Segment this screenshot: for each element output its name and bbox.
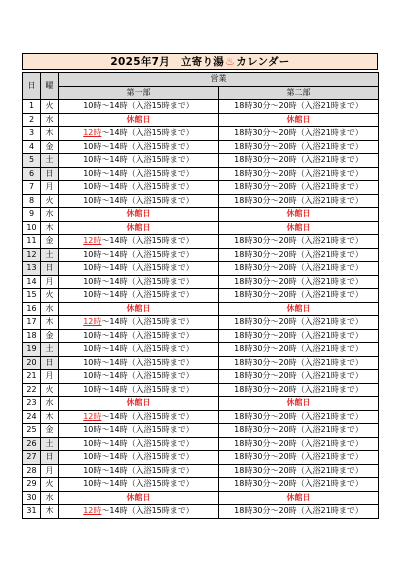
day-cell: 8: [23, 194, 41, 208]
part2-cell: 18時30分～20時（入浴21時まで）: [219, 167, 379, 181]
part1-hours: 10時～14時（入浴15時まで）: [83, 465, 194, 475]
table-row: [23, 154, 379, 168]
part1-cell: [59, 464, 219, 478]
part2-cell: 休館日: [219, 208, 379, 222]
weekday-cell: 火: [41, 478, 59, 492]
weekday-cell: 土: [41, 343, 59, 357]
table-row: [23, 221, 379, 235]
part2-cell: 18時30分～20時（入浴21時まで）: [219, 410, 379, 424]
weekday-cell: 木: [41, 221, 59, 235]
weekday-cell: 日: [41, 356, 59, 370]
part2-cell: 休館日: [219, 491, 379, 505]
day-cell: 19: [23, 343, 41, 357]
part1-hours: 10時～14時（入浴15時まで）: [83, 371, 194, 381]
day-cell: 3: [23, 127, 41, 141]
part1-cell: [59, 289, 219, 303]
day-cell: 12: [23, 248, 41, 262]
special-start-time: 12時: [83, 128, 102, 138]
part2-cell: 休館日: [219, 221, 379, 235]
part1-hours: ～14時（入浴15時まで）: [101, 506, 194, 516]
day-cell: 26: [23, 437, 41, 451]
header-part1: 第一部: [59, 86, 219, 100]
weekday-cell: 金: [41, 140, 59, 154]
day-cell: 14: [23, 275, 41, 289]
part1-hours: 10時～14時（入浴15時まで）: [83, 263, 194, 273]
part1-cell: [59, 194, 219, 208]
part1-hours: 10時～14時（入浴15時まで）: [83, 195, 194, 205]
part1-cell: [59, 356, 219, 370]
part1-cell: [59, 491, 219, 505]
table-row: [23, 127, 379, 141]
table-row: [23, 140, 379, 154]
day-cell: 4: [23, 140, 41, 154]
part1-cell: [59, 167, 219, 181]
table-row: [23, 464, 379, 478]
special-start-time: 12時: [83, 317, 102, 327]
part2-cell: 18時30分～20時（入浴21時まで）: [219, 370, 379, 384]
part1-hours: 10時～14時（入浴15時まで）: [83, 168, 194, 178]
part1-cell: [59, 275, 219, 289]
table-row: [23, 410, 379, 424]
header-business: 営業: [59, 73, 379, 87]
table-row: [23, 478, 379, 492]
part1-hours: 休館日: [126, 492, 151, 502]
table-row: [23, 437, 379, 451]
part1-cell: [59, 208, 219, 222]
table-row: [23, 316, 379, 330]
part2-cell: 18時30分～20時（入浴21時まで）: [219, 505, 379, 519]
part1-hours: 休館日: [126, 398, 151, 408]
part2-cell: 18時30分～20時（入浴21時まで）: [219, 437, 379, 451]
day-cell: 6: [23, 167, 41, 181]
part1-cell: [59, 113, 219, 127]
weekday-cell: 日: [41, 451, 59, 465]
weekday-cell: 月: [41, 370, 59, 384]
part1-cell: [59, 248, 219, 262]
part1-cell: [59, 302, 219, 316]
part2-cell: 18時30分～20時（入浴21時まで）: [219, 181, 379, 195]
table-row: [23, 208, 379, 222]
part2-cell: 18時30分～20時（入浴21時まで）: [219, 275, 379, 289]
part2-cell: 18時30分～20時（入浴21時まで）: [219, 383, 379, 397]
part1-hours: 10時～14時（入浴15時まで）: [83, 182, 194, 192]
weekday-cell: 土: [41, 437, 59, 451]
day-cell: 18: [23, 329, 41, 343]
weekday-cell: 金: [41, 235, 59, 249]
weekday-cell: 火: [41, 383, 59, 397]
part2-cell: 18時30分～20時（入浴21時まで）: [219, 343, 379, 357]
table-row: [23, 356, 379, 370]
weekday-cell: 水: [41, 113, 59, 127]
weekday-cell: 金: [41, 424, 59, 438]
special-start-time: 12時: [83, 411, 102, 421]
day-cell: 16: [23, 302, 41, 316]
table-row: [23, 181, 379, 195]
part2-cell: 18時30分～20時（入浴21時まで）: [219, 451, 379, 465]
part2-cell: 18時30分～20時（入浴21時まで）: [219, 289, 379, 303]
part1-cell: [59, 397, 219, 411]
part1-cell: [59, 424, 219, 438]
part1-hours: ～14時（入浴15時まで）: [101, 411, 194, 421]
weekday-cell: 水: [41, 302, 59, 316]
part1-cell: [59, 127, 219, 141]
part2-cell: 18時30分～20時（入浴21時まで）: [219, 100, 379, 114]
weekday-cell: 木: [41, 316, 59, 330]
part1-hours: 休館日: [126, 209, 151, 219]
part1-hours: 10時～14時（入浴15時まで）: [83, 276, 194, 286]
part2-cell: 18時30分～20時（入浴21時まで）: [219, 356, 379, 370]
part1-hours: 10時～14時（入浴15時まで）: [83, 290, 194, 300]
part2-cell: 18時30分～20時（入浴21時まで）: [219, 127, 379, 141]
day-cell: 23: [23, 397, 41, 411]
part1-hours: 10時～14時（入浴15時まで）: [83, 425, 194, 435]
table-row: [23, 275, 379, 289]
weekday-cell: 火: [41, 194, 59, 208]
part1-hours: 休館日: [126, 114, 151, 124]
table-row: [23, 451, 379, 465]
weekday-cell: 日: [41, 262, 59, 276]
title-text: 2025年7月 立寄り湯: [110, 56, 225, 68]
part1-cell: [59, 100, 219, 114]
day-cell: 30: [23, 491, 41, 505]
table-row: [23, 505, 379, 519]
day-cell: 9: [23, 208, 41, 222]
part2-cell: 休館日: [219, 397, 379, 411]
table-row: [23, 343, 379, 357]
day-cell: 7: [23, 181, 41, 195]
part1-hours: 10時～14時（入浴15時まで）: [83, 330, 194, 340]
part1-hours: ～14時（入浴15時まで）: [101, 236, 194, 246]
part1-cell: [59, 451, 219, 465]
part1-hours: 10時～14時（入浴15時まで）: [83, 357, 194, 367]
part2-cell: 18時30分～20時（入浴21時まで）: [219, 316, 379, 330]
header-weekday: 曜: [41, 73, 59, 100]
weekday-cell: 木: [41, 410, 59, 424]
weekday-cell: 木: [41, 505, 59, 519]
part1-hours: 10時～14時（入浴15時まで）: [83, 384, 194, 394]
part1-hours: 10時～14時（入浴15時まで）: [83, 438, 194, 448]
day-cell: 25: [23, 424, 41, 438]
weekday-cell: 土: [41, 154, 59, 168]
day-cell: 10: [23, 221, 41, 235]
part2-cell: 18時30分～20時（入浴21時まで）: [219, 262, 379, 276]
part2-cell: 18時30分～20時（入浴21時まで）: [219, 478, 379, 492]
weekday-cell: 水: [41, 491, 59, 505]
part2-cell: 18時30分～20時（入浴21時まで）: [219, 194, 379, 208]
day-cell: 24: [23, 410, 41, 424]
table-row: [23, 248, 379, 262]
part1-hours: 10時～14時（入浴15時まで）: [83, 249, 194, 259]
part1-hours: 10時～14時（入浴15時まで）: [83, 452, 194, 462]
weekday-cell: 水: [41, 397, 59, 411]
day-cell: 17: [23, 316, 41, 330]
schedule-body: [23, 100, 379, 519]
day-cell: 5: [23, 154, 41, 168]
special-start-time: 12時: [83, 236, 102, 246]
weekday-cell: 土: [41, 248, 59, 262]
part1-cell: [59, 410, 219, 424]
day-cell: 28: [23, 464, 41, 478]
part1-cell: [59, 478, 219, 492]
part1-cell: [59, 221, 219, 235]
hot-spring-icon: ♨: [225, 55, 236, 68]
day-cell: 21: [23, 370, 41, 384]
part1-hours: 休館日: [126, 303, 151, 313]
part1-cell: [59, 235, 219, 249]
part1-cell: [59, 383, 219, 397]
day-cell: 22: [23, 383, 41, 397]
part1-cell: [59, 316, 219, 330]
weekday-cell: 水: [41, 208, 59, 222]
part1-cell: [59, 505, 219, 519]
day-cell: 2: [23, 113, 41, 127]
day-cell: 15: [23, 289, 41, 303]
part1-hours: 休館日: [126, 222, 151, 232]
day-cell: 31: [23, 505, 41, 519]
part2-cell: 18時30分～20時（入浴21時まで）: [219, 154, 379, 168]
header-part2: 第二部: [219, 86, 379, 100]
table-row: [23, 262, 379, 276]
part1-hours: 10時～14時（入浴15時まで）: [83, 101, 194, 111]
weekday-cell: 金: [41, 329, 59, 343]
part1-cell: [59, 329, 219, 343]
table-row: [23, 329, 379, 343]
part2-cell: 休館日: [219, 113, 379, 127]
day-cell: 1: [23, 100, 41, 114]
header-day: 日: [23, 73, 41, 100]
part1-cell: [59, 343, 219, 357]
day-cell: 29: [23, 478, 41, 492]
table-row: [23, 491, 379, 505]
special-start-time: 12時: [83, 506, 102, 516]
day-cell: 11: [23, 235, 41, 249]
weekday-cell: 木: [41, 127, 59, 141]
part2-cell: 18時30分～20時（入浴21時まで）: [219, 424, 379, 438]
part1-cell: [59, 437, 219, 451]
table-row: [23, 370, 379, 384]
table-row: [23, 302, 379, 316]
weekday-cell: 日: [41, 167, 59, 181]
part1-cell: [59, 181, 219, 195]
part1-hours: 10時～14時（入浴15時まで）: [83, 141, 194, 151]
part1-cell: [59, 154, 219, 168]
part2-cell: 18時30分～20時（入浴21時まで）: [219, 329, 379, 343]
weekday-cell: 月: [41, 464, 59, 478]
table-row: [23, 113, 379, 127]
part1-cell: [59, 370, 219, 384]
part1-cell: [59, 140, 219, 154]
weekday-cell: 火: [41, 100, 59, 114]
schedule-table: [22, 72, 379, 519]
part1-cell: [59, 262, 219, 276]
table-row: [23, 167, 379, 181]
part1-hours: 10時～14時（入浴15時まで）: [83, 155, 194, 165]
part1-hours: 10時～14時（入浴15時まで）: [83, 344, 194, 354]
part2-cell: 18時30分～20時（入浴21時まで）: [219, 140, 379, 154]
table-row: [23, 424, 379, 438]
part2-cell: 休館日: [219, 302, 379, 316]
table-row: [23, 397, 379, 411]
calendar-title: [22, 53, 378, 70]
weekday-cell: 火: [41, 289, 59, 303]
part2-cell: 18時30分～20時（入浴21時まで）: [219, 464, 379, 478]
title-suffix: カレンダー: [236, 56, 290, 68]
day-cell: 13: [23, 262, 41, 276]
weekday-cell: 月: [41, 181, 59, 195]
part1-hours: 10時～14時（入浴15時まで）: [83, 479, 194, 489]
table-row: [23, 383, 379, 397]
table-row: [23, 289, 379, 303]
table-row: [23, 235, 379, 249]
table-row: [23, 100, 379, 114]
table-row: [23, 194, 379, 208]
part2-cell: 18時30分～20時（入浴21時まで）: [219, 248, 379, 262]
day-cell: 20: [23, 356, 41, 370]
day-cell: 27: [23, 451, 41, 465]
weekday-cell: 月: [41, 275, 59, 289]
part2-cell: 18時30分～20時（入浴21時まで）: [219, 235, 379, 249]
part1-hours: ～14時（入浴15時まで）: [101, 128, 194, 138]
part1-hours: ～14時（入浴15時まで）: [101, 317, 194, 327]
